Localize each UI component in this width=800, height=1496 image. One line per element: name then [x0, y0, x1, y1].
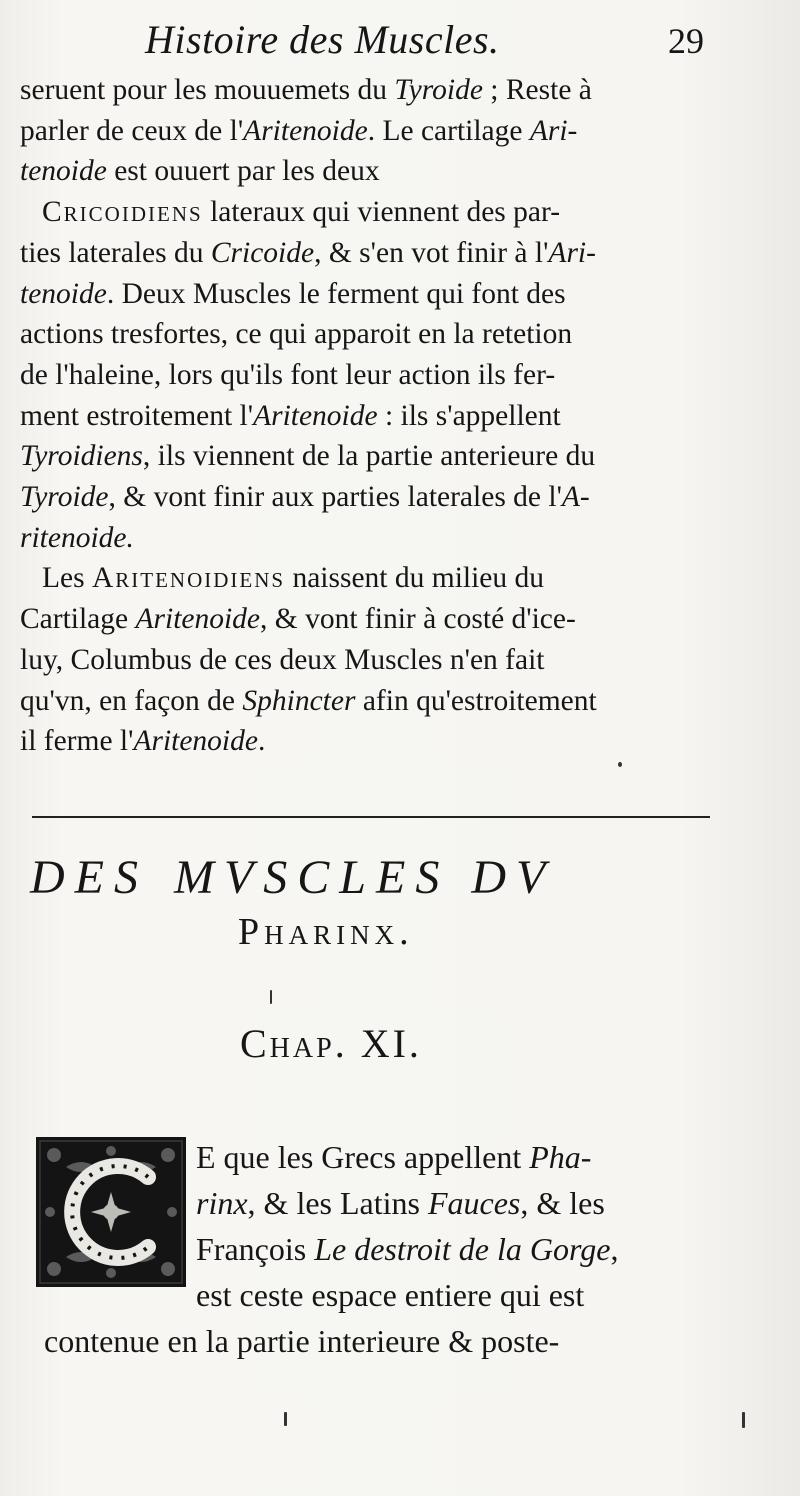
term-tyroide: Tyroide	[394, 74, 483, 106]
chapter-opening-text	[196, 1134, 710, 1318]
term-pharinx: rinx	[196, 1185, 248, 1221]
text-run: . Deux Muscles le ferment qui font des	[106, 277, 566, 310]
term-aritenoidiens: Aritenoidiens	[91, 562, 286, 595]
chapter-heading	[30, 850, 730, 905]
text-line	[196, 1180, 710, 1226]
text-line	[20, 721, 708, 762]
text-run: parler de ceux de l'	[20, 114, 244, 147]
text-line: de l'haleine, lors qu'ils font leur action ils fer-	[20, 358, 556, 391]
text-line	[20, 436, 708, 477]
text-run: ,	[610, 1231, 619, 1267]
term-sphincter: Sphincter	[242, 684, 356, 717]
text-run: , & s'en vot finir à l'	[314, 236, 549, 269]
term-aritenoide: A-	[561, 481, 590, 514]
chapter-number: Chap. XI.	[240, 1021, 422, 1066]
text-run: ment estroitement l'	[20, 399, 254, 432]
term-aritenoide: Ari-	[548, 236, 596, 269]
running-title: Histoire des Muscles.	[145, 17, 500, 62]
text-run: . Le cartilage	[367, 114, 530, 147]
text-line	[20, 396, 708, 437]
text-run: seruent pour les mouuemets du	[20, 74, 395, 106]
text-run: , & vont finir à costé d'ice-	[260, 603, 576, 636]
text-run: qu'vn, en façon de	[20, 684, 243, 717]
chapter-subject: Pharinx.	[238, 911, 414, 953]
text-run: lateraux qui viennent des par-	[202, 196, 561, 229]
text-run: Les	[42, 562, 92, 595]
ink-speck	[270, 990, 272, 1004]
term-pharinx: Pha-	[529, 1139, 592, 1175]
text-line: contenue en la partie interieure & poste-	[44, 1323, 560, 1359]
text-line	[20, 477, 708, 518]
text-line	[20, 111, 708, 152]
page-header	[0, 12, 800, 72]
heading-word: DV	[471, 851, 556, 904]
text-line	[20, 274, 708, 315]
text-run: , & les	[520, 1185, 605, 1221]
text-run: : ils s'appellent	[377, 399, 561, 432]
text-line	[20, 233, 708, 274]
heading-word: MVSCLES	[173, 851, 450, 904]
term-aritenoide: tenoide	[20, 155, 107, 188]
text-line	[196, 1226, 710, 1272]
term-cricoidiens: Cricoidiens	[42, 196, 203, 229]
term-aritenoide: Ari-	[529, 114, 578, 147]
text-run: , & les Latins	[247, 1185, 428, 1221]
text-line: ritenoide.	[20, 521, 134, 554]
term-tyroide: Tyroide	[20, 481, 109, 514]
term-cricoide: Cricoide	[210, 236, 315, 269]
text-run: ; Reste à	[482, 74, 592, 106]
text-run: .	[257, 725, 266, 758]
term-tyroidiens: Tyroidiens	[20, 440, 143, 473]
heading-word: DES	[30, 851, 148, 904]
ink-speck	[742, 1412, 745, 1428]
text-run: naissent du milieu du	[285, 562, 545, 595]
term-aritenoide: Aritenoide	[135, 603, 261, 636]
term-aritenoide: Aritenoide	[243, 114, 368, 147]
ink-speck	[284, 1412, 287, 1426]
text-line: actions tresfortes, ce qui apparoit en la retetion	[20, 318, 573, 351]
text-line	[196, 1134, 710, 1180]
text-run: ties laterales du	[20, 236, 211, 269]
text-run: est ouuert par les deux	[106, 155, 380, 188]
text-run: , & vont finir aux parties laterales de l'	[108, 481, 562, 514]
text-line: luy, Columbus de ces deux Muscles n'en fait	[20, 643, 545, 676]
text-line	[20, 192, 708, 233]
text-run: , ils viennent de la partie anterieure du	[142, 440, 596, 473]
text-line	[20, 599, 708, 640]
text-run: François	[196, 1231, 315, 1267]
text-run: il ferme l'	[20, 725, 134, 758]
text-run: Cartilage	[20, 603, 136, 636]
term-aritenoide: tenoide	[20, 277, 107, 310]
text-line	[20, 558, 708, 599]
text-line: est ceste espace entiere qui est	[196, 1277, 585, 1313]
drop-cap-ornament-icon	[36, 1137, 186, 1287]
body-text	[20, 70, 708, 762]
ornamental-drop-cap	[36, 1137, 186, 1287]
page-number: 29	[668, 21, 704, 61]
term-fauces: Fauces	[427, 1185, 521, 1221]
chapter-opening-text-cont	[44, 1318, 710, 1364]
term-destroit: Le destroit de la Gorge	[314, 1231, 611, 1267]
text-run: afin qu'estroitement	[355, 684, 597, 717]
text-line	[20, 681, 708, 722]
term-aritenoide: Aritenoide	[133, 725, 258, 758]
section-divider	[32, 816, 710, 818]
text-run: E que les Grecs appellent	[196, 1139, 530, 1175]
term-aritenoide: Aritenoide	[253, 399, 378, 432]
ink-speck	[618, 762, 622, 767]
text-line	[20, 70, 708, 111]
text-line	[20, 151, 708, 192]
